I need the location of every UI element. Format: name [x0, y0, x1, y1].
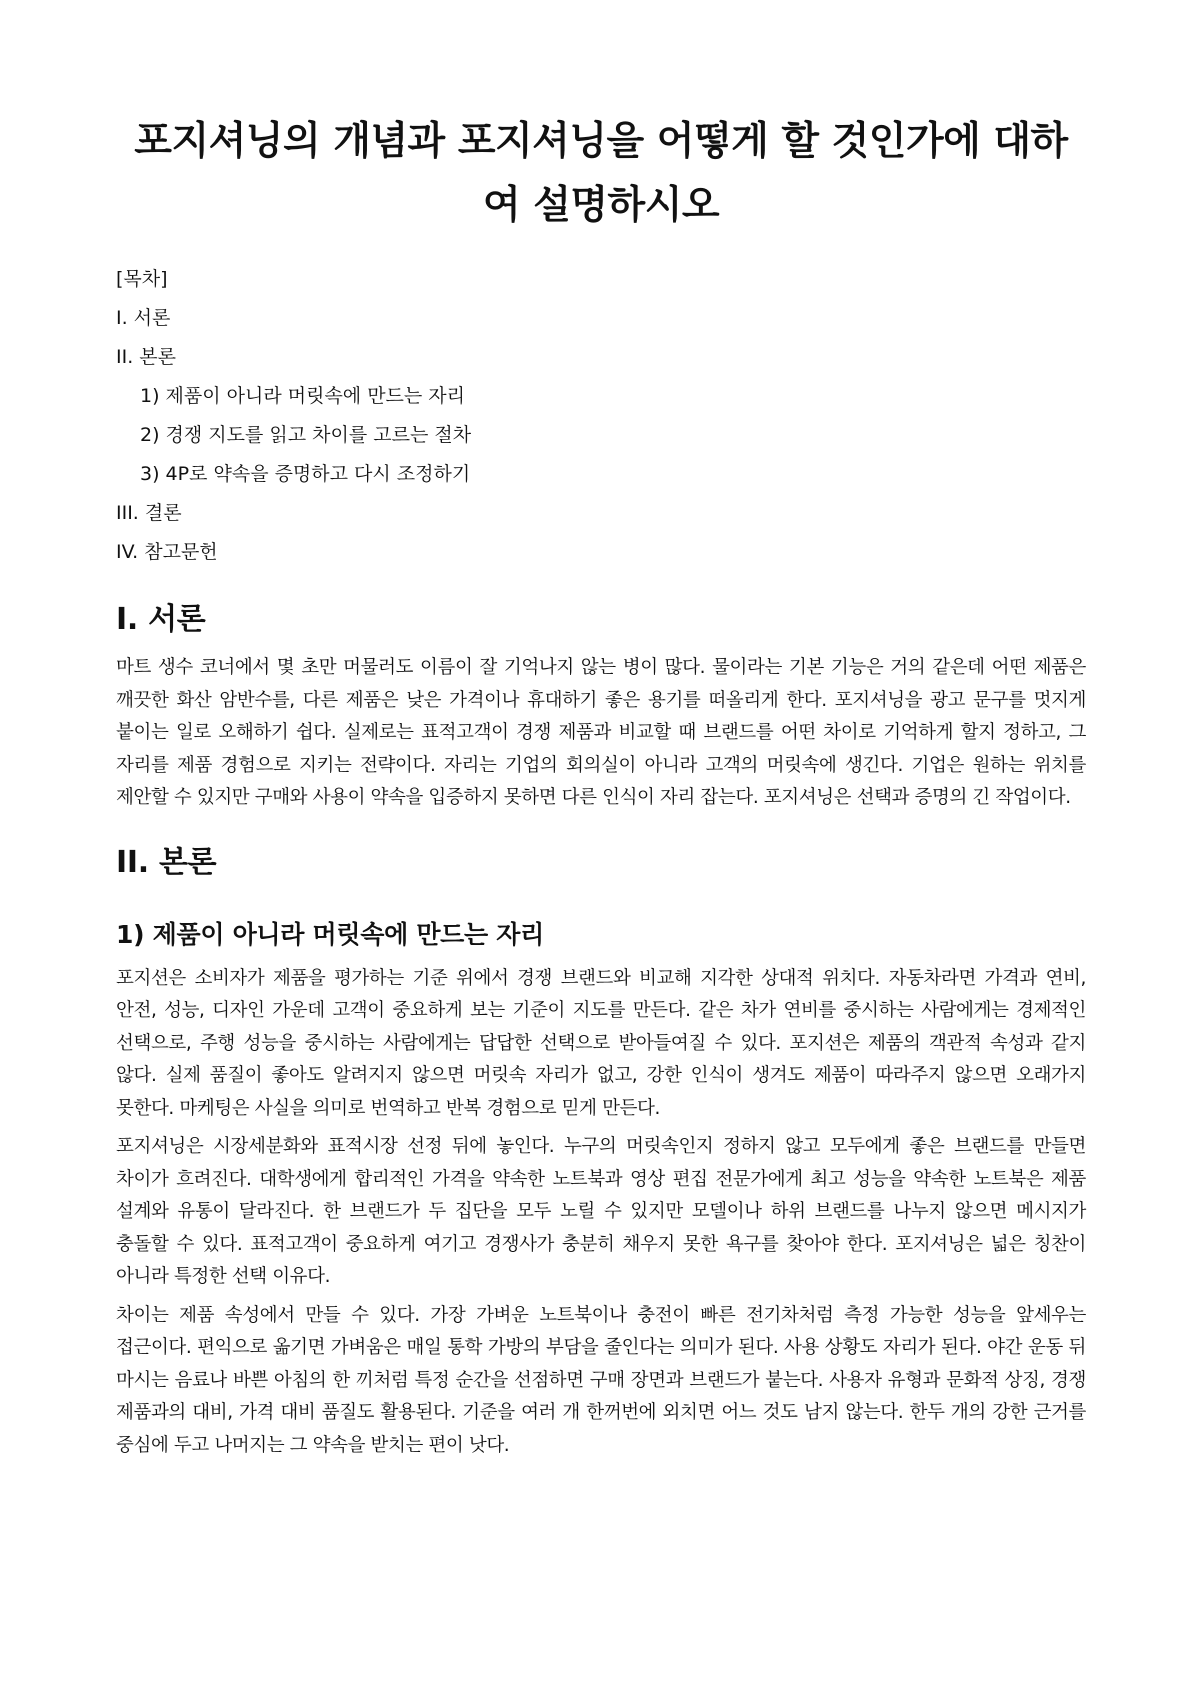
section-title-intro: I. 서론 — [116, 602, 206, 637]
toc-item-body: II. 본론 — [116, 346, 176, 368]
body-paragraph: 차이는 제품 속성에서 만들 수 있다. 가장 가벼운 노트북이나 충전이 빠른 전기차처럼 측정 가능한 성능을 앞세우는 접근이다. 편익으로 옮기면 가벼움은 매일 통학 가방의 부담을 줄인다는 의미가 된다. 사용 상황도 자리가 된다. 야간 운동 뒤 마시는 음료나 바쁜 아침의 한 끼처럼 특정 순간을 선점하면 구매 장면과 브랜드가 붙는다. 사용자 유형과 문화적 상징, 경쟁 제품과의 대비, 가격 대비 품질도 활용된다. 기준을 여러 개 한꺼번에 외치면 어느 것도 남지 않는다. 한두 개의 강한 근거를 중심에 두고 나머지는 그 약속을 받치는 편이 낫다. — [116, 1304, 1086, 1456]
intro-paragraph: 마트 생수 코너에서 몇 초만 머물러도 이름이 잘 기억나지 않는 병이 많다. 물이라는 기본 기능은 거의 같은데 어떤 제품은 깨끗한 화산 암반수를, 다른 제품은 낮은 가격이나 휴대하기 좋은 용기를 떠올리게 한다. 포지셔닝을 광고 문구를 멋지게 붙이는 일로 오해하기 쉽다. 실제로는 표적고객이 경쟁 제품과 비교할 때 브랜드를 어떤 차이로 기억하게 할지 정하고, 그 자리를 제품 경험으로 지키는 전략이다. 자리는 기업의 회의실이 아니라 고객의 머릿속에 생긴다. 기업은 원하는 위치를 제안할 수 있지만 구매와 사용이 약속을 입증하지 못하면 다른 인식이 자리 잡는다. 포지셔닝은 선택과 증명의 긴 작업이다. — [116, 657, 1086, 808]
toc-item-intro: I. 서론 — [116, 307, 171, 329]
document-title: 포지셔닝의 개념과 포지셔닝을 어떻게 할 것인가에 대하여 설명하시오 — [134, 119, 1068, 228]
toc-item-references: IV. 참고문헌 — [116, 541, 218, 563]
body-paragraph: 포지셔닝은 시장세분화와 표적시장 선정 뒤에 놓인다. 누구의 머릿속인지 정하지 않고 모두에게 좋은 브랜드를 만들면 차이가 흐려진다. 대학생에게 합리적인 가격을 약속한 노트북과 영상 편집 전문가에게 최고 성능을 약속한 노트북은 제품 설계와 유통이 달라진다. 한 브랜드가 두 집단을 모두 노릴 수 있지만 모델이나 하위 브랜드를 나누지 않으면 메시지가 충돌할 수 있다. 표적고객이 중요하게 여기고 경쟁사가 충분히 채우지 못한 욕구를 찾아야 한다. 포지셔닝은 넓은 칭찬이 아니라 특정한 선택 이유다. — [116, 1136, 1086, 1287]
toc-item-body-3: 3) 4P로 약속을 증명하고 다시 조정하기 — [140, 463, 471, 485]
toc-heading: [목차] — [116, 268, 168, 290]
subsection-title-1: 1) 제품이 아니라 머릿속에 만드는 자리 — [116, 919, 544, 949]
table-of-contents — [116, 260, 1086, 572]
toc-item-body-1: 1) 제품이 아니라 머릿속에 만드는 자리 — [140, 385, 466, 407]
body-paragraph: 포지션은 소비자가 제품을 평가하는 기준 위에서 경쟁 브랜드와 비교해 지각한 상대적 위치다. 자동차라면 가격과 연비, 안전, 성능, 디자인 가운데 고객이 중요하게 보는 기준이 지도를 만든다. 같은 차가 연비를 중시하는 사람에게는 경제적인 선택으로, 주행 성능을 중시하는 사람에게는 답답한 선택으로 받아들여질 수 있다. 포지션은 제품의 객관적 속성과 같지 않다. 실제 품질이 좋아도 알려지지 않으면 머릿속 자리가 없고, 강한 인식이 생겨도 제품이 따라주지 않으면 오래가지 못한다. 마케팅은 사실을 의미로 번역하고 반복 경험으로 믿게 만든다. — [116, 967, 1086, 1119]
section-title-body: II. 본론 — [116, 844, 217, 880]
toc-item-conclusion: III. 결론 — [116, 502, 182, 524]
toc-item-body-2: 2) 경쟁 지도를 읽고 차이를 고르는 절차 — [140, 424, 472, 446]
